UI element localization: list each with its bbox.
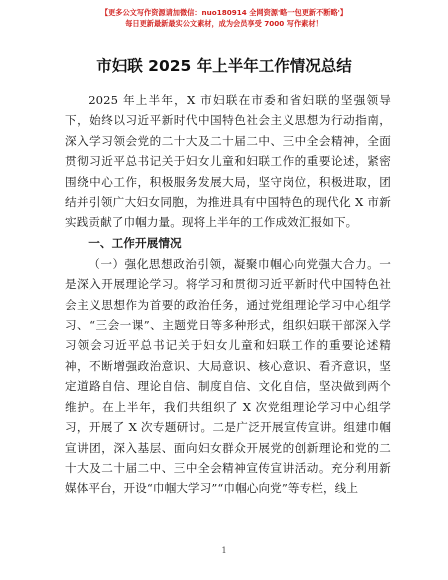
document-body: [65, 90, 391, 499]
section-paragraph: （一）强化思想政治引领，凝聚巾帼心向党强大合力。一是深入开展理论学习。将学习和贯彻习近平新时代中国特色社会主义思想作为首要的政治任务，通过党组理论学习中心组学习、“三会一课”、主题党日等多种形式，组织妇联干部深入学习领会习近平总书记关于妇女儿童和妇联工作的重要论述精神，不断增强政治意识、大局意识、核心意识、看齐意识，坚定道路自信、理论自信、制度自信、文化自信，坚决做到两个维护。在上半年，我们共组织了 X 次党组理论学习中心组学习，开展了 X 次专题研讨。二是广泛开展宣传宣讲。组建巾帼宣讲团，深入基层、面向妇女群众开展党的创新理论和党的二十大及二十届二中、三中全会精神宣传宣讲活动。充分利用新媒体平台，开设“巾帼大学习”“巾帼心向党”等专栏，线上: [65, 256, 391, 496]
page-number: 1: [221, 546, 227, 555]
promo-banner-line-2: 每日更新最新最实公文素材，成为会员享受 7000 写作素材！: [125, 19, 323, 28]
document-title: 市妇联 2025 年上半年工作情况总结: [96, 57, 352, 75]
promo-banner-line-1: 【更多公文写作资源请加微信：nuo180914 全网资源'略一包更新不断略'】: [100, 8, 348, 17]
section-heading: 一、工作开展情况: [88, 235, 182, 250]
intro-paragraph: 2025 年上半年，X 市妇联在市委和省妇联的坚强领导下，始终以习近平新时代中国特色社会主义思想为行动指南，深入学习领会党的二十大及二十届二中、三中全会精神，全面贯彻习近平总书记关于妇女儿童和妇联工作的重要论述，紧密围绕中心工作，积极服务发展大局，坚守岗位，积极进取，团结并引领广大妇女同胞，为推进具有中国特色的现代化 X 市新实践贡献了巾帼力量。现将上半年的工作成效汇报如下。: [65, 93, 391, 230]
